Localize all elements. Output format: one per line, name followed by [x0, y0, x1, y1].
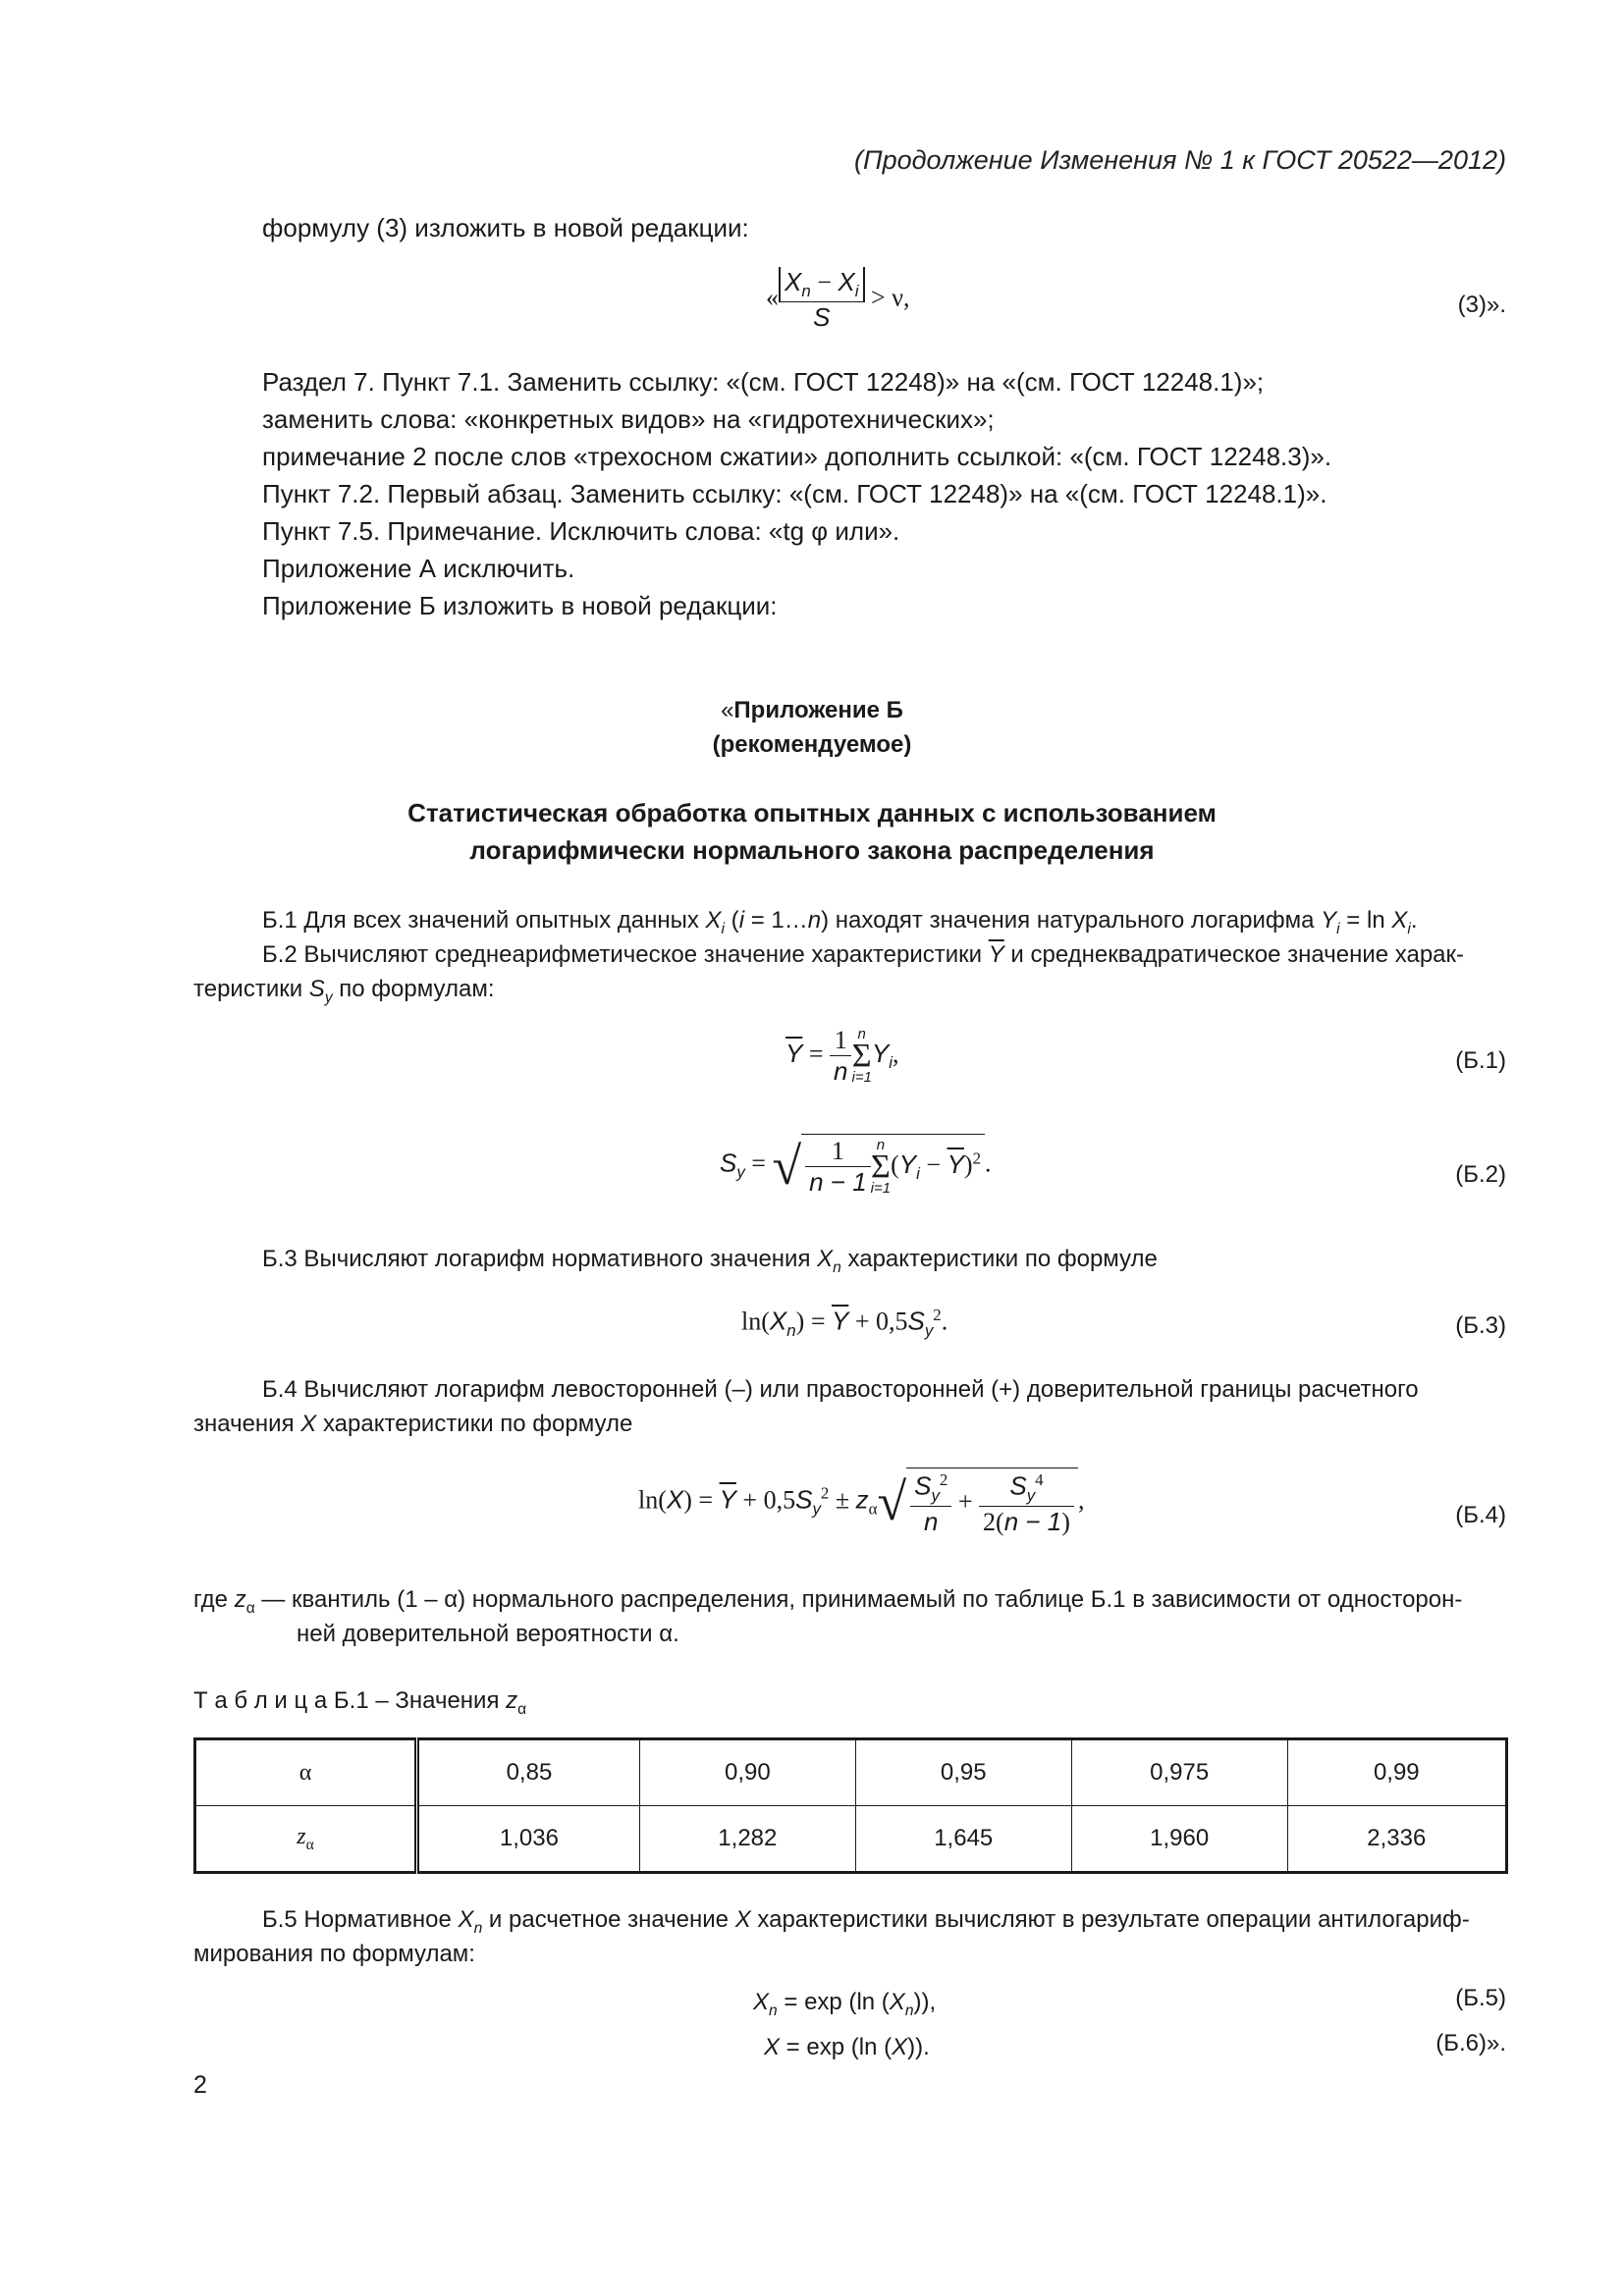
- table-cell: 1,645: [855, 1806, 1071, 1873]
- change-line: Пункт 7.2. Первый абзац. Заменить ссылку: «(см. ГОСТ 12248)» на «(см. ГОСТ 12248.1)».: [262, 479, 1327, 508]
- formula-b2: $S_y$ = √ $\frac{1}{n - 1}$ n Σ $i=1(Y_i - \overline{Y})^2$ .: [720, 1134, 992, 1198]
- formula-b6: X = exp (ln (X)).: [764, 2034, 930, 2060]
- table-cell: 1,282: [639, 1806, 855, 1873]
- paragraph-b2-line2: теристики $S_y$ по формулам:: [193, 976, 495, 1006]
- table-cell: 1,036: [417, 1806, 640, 1873]
- eq-number-b4: (Б.4): [1455, 1502, 1506, 1528]
- eq-number-b6: (Б.6)».: [1435, 2030, 1506, 2056]
- change-line: заменить слова: «конкретных видов» на «гидротехнических»;: [262, 404, 995, 434]
- page-number: 2: [193, 2071, 207, 2099]
- table-cell: 2,336: [1287, 1806, 1506, 1873]
- change-line: Раздел 7. Пункт 7.1. Заменить ссылку: «(см. ГОСТ 12248)» на «(см. ГОСТ 12248.1)»;: [262, 367, 1265, 397]
- change-line: Приложение Б изложить в новой редакции:: [262, 591, 778, 620]
- where-line1: где $z_\alpha$ — квантиль (1 – α) нормального распределения, принимаемый по таблице Б.1 в зависимости от односторон-: [193, 1586, 1463, 1617]
- eq-number-b3: (Б.3): [1455, 1312, 1506, 1339]
- formula-b1: $\overline{Y}$ = $\frac{1}{n}$ n Σ $i=1Y_i$,: [785, 1026, 899, 1086]
- table-cell: $z_\alpha$: [195, 1806, 417, 1873]
- paragraph-b4-line2: значения X характеристики по формуле: [193, 1411, 633, 1437]
- change-line: Приложение А исключить.: [262, 554, 575, 583]
- paragraph-b5-line1: Б.5 Нормативное $X_n$ и расчетное значение X характеристики вычисляют в результате операции антилогариф-: [262, 1906, 1470, 1937]
- paragraph-b3: Б.3 Вычисляют логарифм нормативного значения $X_n$ характеристики по формуле: [262, 1246, 1158, 1276]
- appendix-heading-1: Статистическая обработка опытных данных с использованием: [407, 798, 1217, 828]
- table-row: [195, 1806, 1507, 1873]
- change-line: Пункт 7.5. Примечание. Исключить слова: «tg φ или».: [262, 516, 900, 546]
- appendix-title: «Приложение Б: [721, 697, 903, 723]
- paragraph-b4-line1: Б.4 Вычисляют логарифм левосторонней (–) или правосторонней (+) доверительной границы расчетного: [262, 1376, 1419, 1403]
- table-cell: 0,90: [639, 1739, 855, 1806]
- table-cell: α: [195, 1739, 417, 1806]
- intro-line: формулу (3) изложить в новой редакции:: [262, 213, 749, 242]
- table-cell: 0,95: [855, 1739, 1071, 1806]
- eq-number-3: (3)».: [1457, 292, 1506, 318]
- table-cell: 0,975: [1071, 1739, 1287, 1806]
- eq-number-b1: (Б.1): [1455, 1047, 1506, 1074]
- formula-b3: $\ln(X_n) = \overline{Y} + 0,5S_y^2$.: [741, 1306, 948, 1340]
- paragraph-b5-line2: мирования по формулам:: [193, 1941, 475, 1967]
- table-cell: 0,99: [1287, 1739, 1506, 1806]
- change-line: примечание 2 после слов «трехосном сжатии» дополнить ссылкой: «(см. ГОСТ 12248.3)».: [262, 442, 1332, 471]
- paragraph-b1: Б.1 Для всех значений опытных данных $X_i$ (i = 1…n) находят значения натурального логарифма $Y_i = \ln X_i$.: [262, 907, 1418, 937]
- paragraph-b2-line1: Б.2 Вычисляют среднеарифметическое значение характеристики $\overline{Y}$ и среднеквадратическое значение харак-: [262, 941, 1465, 968]
- formula-b4: $\ln(X) = \overline{Y} + 0,5S_y^2 \pm z_\alpha√$ $\frac{S_y^2}{n}$ + $\frac{S_y^4}{2(n - 1)}$ ,: [638, 1468, 1084, 1537]
- appendix-subtitle: (рекомендуемое): [712, 731, 912, 758]
- where-line2: ней доверительной вероятности α.: [297, 1621, 679, 1647]
- appendix-heading-2: логарифмически нормального закона распределения: [469, 835, 1155, 865]
- change-list: [262, 363, 1331, 624]
- eq-number-b2: (Б.2): [1455, 1161, 1506, 1188]
- table-cell: 0,85: [417, 1739, 640, 1806]
- running-header: (Продолжение Изменения № 1 к ГОСТ 20522—2012): [854, 145, 1506, 175]
- eq-number-b5: (Б.5): [1455, 1985, 1506, 2011]
- formula-3: « $\frac{X_n - X_i}{S}$ > ν,: [766, 267, 910, 333]
- formula-b5: $X_n = \exp (\ln$ $(X_n)$),: [753, 1989, 937, 2019]
- table-cell: 1,960: [1071, 1806, 1287, 1873]
- table-row: [195, 1739, 1507, 1806]
- values-table: [193, 1737, 1508, 1874]
- table-caption: Т а б л и ц а Б.1 – Значения $z_\alpha$: [193, 1687, 527, 1718]
